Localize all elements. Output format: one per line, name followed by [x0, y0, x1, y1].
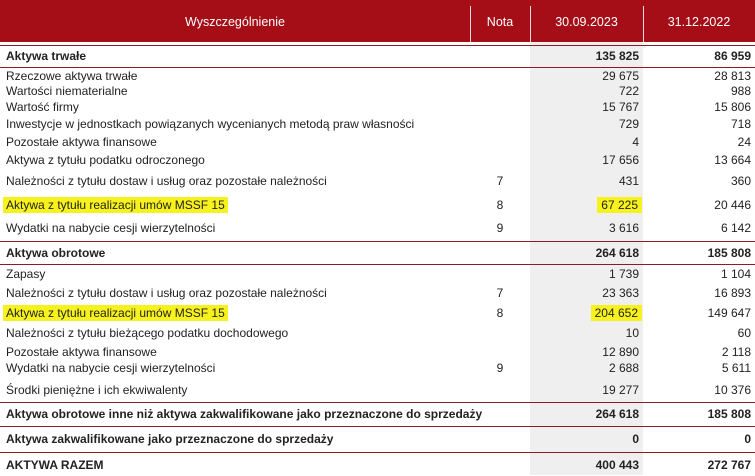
row-label: Aktywa obrotowe	[6, 245, 106, 260]
row-label: Należności z tytułu bieżącego podatku dochodowego	[6, 325, 289, 340]
row-note: 9	[496, 221, 504, 235]
row-value-2022: 0	[744, 432, 751, 446]
row-value-2022: 10 376	[714, 383, 751, 397]
row-value-2022: 718	[730, 117, 751, 131]
row-label: Aktywa zakwalifikowane jako przeznaczone do sprzedaży	[6, 432, 334, 446]
row-value-2023: 400 443	[595, 457, 639, 472]
row-value-2022: 272 767	[707, 457, 751, 472]
row-label: Wartości niematerialne	[6, 84, 128, 98]
row-note	[470, 46, 530, 66]
row-value-2022: 60	[737, 325, 751, 340]
row-label: Aktywa z tytułu realizacji umów MSSF 15	[3, 305, 228, 321]
row-value-2023: 4	[632, 135, 639, 149]
row-note: 7	[496, 174, 504, 188]
row-note	[470, 379, 530, 401]
row-label: AKTYWA RAZEM	[6, 457, 104, 472]
row-value-2023: 10	[625, 325, 639, 340]
row-value-2023: 264 618	[595, 245, 639, 260]
table-row-highlighted	[0, 193, 755, 217]
row-value-2023: 12 890	[602, 344, 639, 359]
row-value-2022: 6 142	[720, 221, 751, 235]
table-row	[0, 323, 755, 342]
table-row	[0, 151, 755, 169]
row-value-2022: 360	[730, 174, 751, 188]
row-note	[470, 115, 530, 133]
row-value-2022: 86 959	[714, 49, 751, 63]
header-col-30-09-2023: 30.09.2023	[555, 15, 618, 29]
row-value-2023: 135 825	[595, 49, 639, 63]
row-label: Inwestycje w jednostkach powiązanych wycenianych metodą praw własności	[6, 117, 415, 131]
row-note	[470, 427, 530, 451]
row-label: Aktywa z tytułu realizacji umów MSSF 15	[3, 197, 228, 213]
table-row	[0, 360, 755, 376]
row-value-2023: 264 618	[595, 407, 639, 421]
table-row	[0, 67, 755, 84]
row-value-2022: 16 893	[714, 286, 751, 300]
row-label: Wydatki na nabycie cesji wierzytelności	[6, 361, 216, 375]
row-note: 7	[496, 286, 504, 300]
row-value-2023: 722	[618, 84, 639, 98]
row-note	[470, 151, 530, 169]
row-value-2022: 13 664	[714, 153, 751, 167]
section-row-current-assets-other	[0, 402, 755, 425]
row-label: Aktywa obrotowe inne niż aktywa zakwalifikowane jako przeznaczone do sprzedaży	[6, 407, 483, 421]
row-note	[470, 242, 530, 263]
row-value-2023: 17 656	[602, 153, 639, 167]
row-label: Aktywa trwałe	[6, 49, 87, 63]
table-row	[0, 343, 755, 360]
row-label: Należności z tytułu dostaw i usług oraz pozostałe należności	[6, 174, 327, 188]
row-value-2023: 431	[618, 174, 639, 188]
table-row	[0, 83, 755, 99]
row-label: Aktywa z tytułu podatku odroczonego	[6, 153, 205, 167]
row-value-2023: 67 225	[597, 197, 642, 213]
row-value-2022: 5 611	[721, 361, 751, 375]
row-note	[470, 83, 530, 99]
row-label: Zapasy	[6, 267, 46, 281]
table-row	[0, 115, 755, 133]
row-value-2023: 0	[632, 432, 639, 446]
table-row	[0, 264, 755, 283]
row-label: Wydatki na nabycie cesji wierzytelności	[6, 221, 216, 235]
row-note	[470, 343, 530, 360]
header-col-31-12-2022: 31.12.2022	[667, 15, 731, 29]
row-value-2023: 1 739	[608, 267, 639, 281]
row-value-2023: 29 675	[602, 69, 639, 83]
header-description: Wyszczególnienie	[185, 15, 285, 29]
row-note	[470, 133, 530, 151]
row-label: Rzeczowe aktywa trwałe	[6, 69, 138, 83]
section-row-fixed-assets	[0, 45, 755, 66]
row-label: Należności z tytułu dostaw i usług oraz pozostałe należności	[6, 286, 327, 300]
table-header	[0, 0, 755, 42]
row-value-2023: 3 616	[608, 221, 639, 235]
table-row	[0, 169, 755, 193]
row-value-2022: 20 446	[714, 198, 751, 212]
row-value-2022: 15 806	[714, 100, 751, 114]
row-value-2022: 149 647	[707, 306, 751, 320]
row-label: Pozostałe aktywa finansowe	[6, 344, 157, 359]
row-value-2022: 24	[737, 135, 751, 149]
row-value-2023: 15 767	[602, 100, 639, 114]
header-note: Nota	[486, 15, 514, 29]
row-note: 8	[496, 198, 504, 212]
row-note	[470, 99, 530, 115]
table-row	[0, 133, 755, 151]
row-value-2023: 204 652	[591, 305, 642, 321]
row-label: Środki pieniężne i ich ekwiwalenty	[6, 383, 188, 397]
row-value-2022: 2 118	[721, 344, 751, 359]
row-note	[470, 265, 530, 283]
row-value-2022: 988	[730, 84, 751, 98]
row-note	[470, 453, 530, 476]
row-value-2022: 185 808	[707, 245, 751, 260]
row-value-2023: 23 363	[602, 286, 639, 300]
section-row-current-assets	[0, 241, 755, 263]
row-value-2023: 2 688	[608, 361, 639, 375]
row-note: 8	[496, 306, 504, 320]
table-row	[0, 217, 755, 239]
table-row	[0, 379, 755, 401]
row-value-2022: 185 808	[707, 407, 751, 421]
row-label: Wartość firmy	[6, 100, 79, 114]
row-value-2022: 1 104	[720, 267, 751, 281]
row-note	[470, 323, 530, 342]
row-value-2022: 28 813	[714, 69, 751, 83]
table-row-highlighted	[0, 303, 755, 323]
row-label: Pozostałe aktywa finansowe	[6, 135, 157, 149]
row-note: 9	[496, 361, 504, 375]
table-row	[0, 283, 755, 303]
total-row	[0, 452, 755, 476]
row-note	[470, 403, 530, 425]
table-row	[0, 99, 755, 115]
row-value-2023: 729	[618, 117, 639, 131]
row-value-2023: 19 277	[602, 383, 639, 397]
section-row-held-for-sale	[0, 426, 755, 451]
row-note	[470, 68, 530, 84]
